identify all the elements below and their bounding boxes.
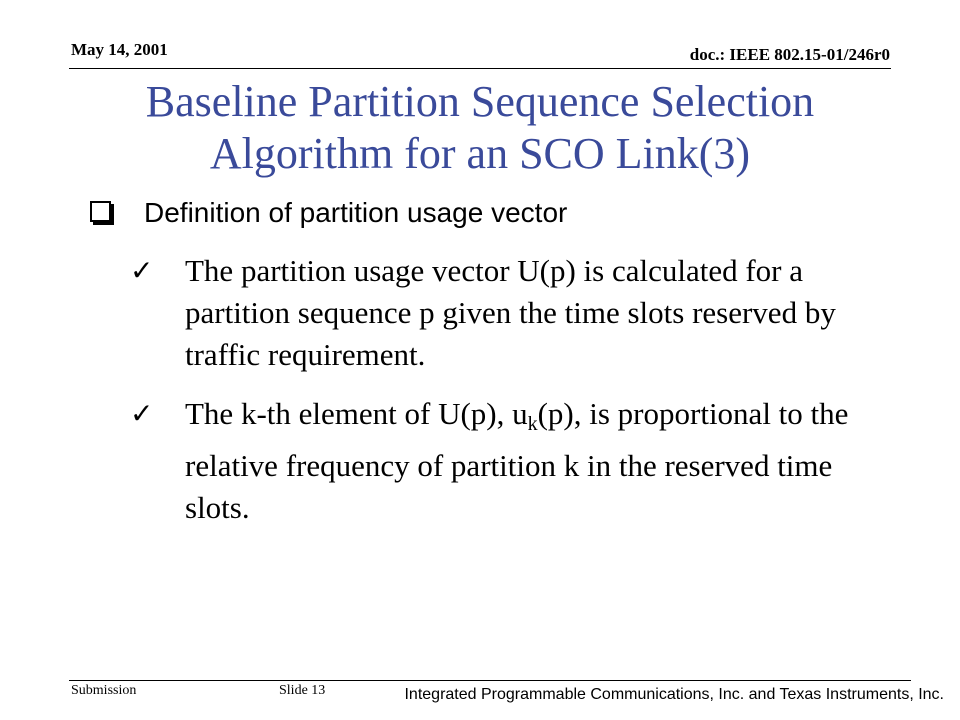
main-bullet-text: Definition of partition usage vector [144, 197, 568, 228]
square-bullet-icon [90, 201, 111, 222]
slide-title-line-2: Algorithm for an SCO Link(3) [209, 129, 751, 178]
subpoint-2-text-end: (p), is proportional to the relative frequency of partition k in the reserved time slots. [185, 396, 849, 525]
header-divider [69, 68, 891, 69]
subpoint-2-text [185, 393, 890, 529]
checkmark-icon: ✓ [130, 397, 154, 430]
subpoint-1-text: The partition usage vector U(p) is calculated for a partition sequence p given the time slots reserved by traffic requirement. [185, 253, 836, 372]
subpoint-2-subscript: k [527, 413, 538, 435]
checkmark-icon: ✓ [130, 254, 154, 287]
main-bullet [90, 196, 890, 230]
header-doc-id: doc.: IEEE 802.15-01/246r0 [689, 45, 890, 64]
footer-submission: Submission [71, 683, 137, 698]
subpoint-1 [130, 250, 890, 376]
header-date: May 14, 2001 [71, 40, 168, 59]
footer-organization: Integrated Programmable Communications, Inc. and Texas Instruments, Inc. [404, 686, 944, 703]
subpoint-2-text-start: The k-th element of U(p), u [185, 396, 528, 431]
slide-title-line-1: Baseline Partition Sequence Selection [145, 77, 815, 126]
footer-slide-number: Slide 13 [279, 683, 326, 698]
subpoint-2 [130, 393, 890, 529]
slide-title [60, 76, 900, 180]
footer-divider [69, 680, 911, 681]
